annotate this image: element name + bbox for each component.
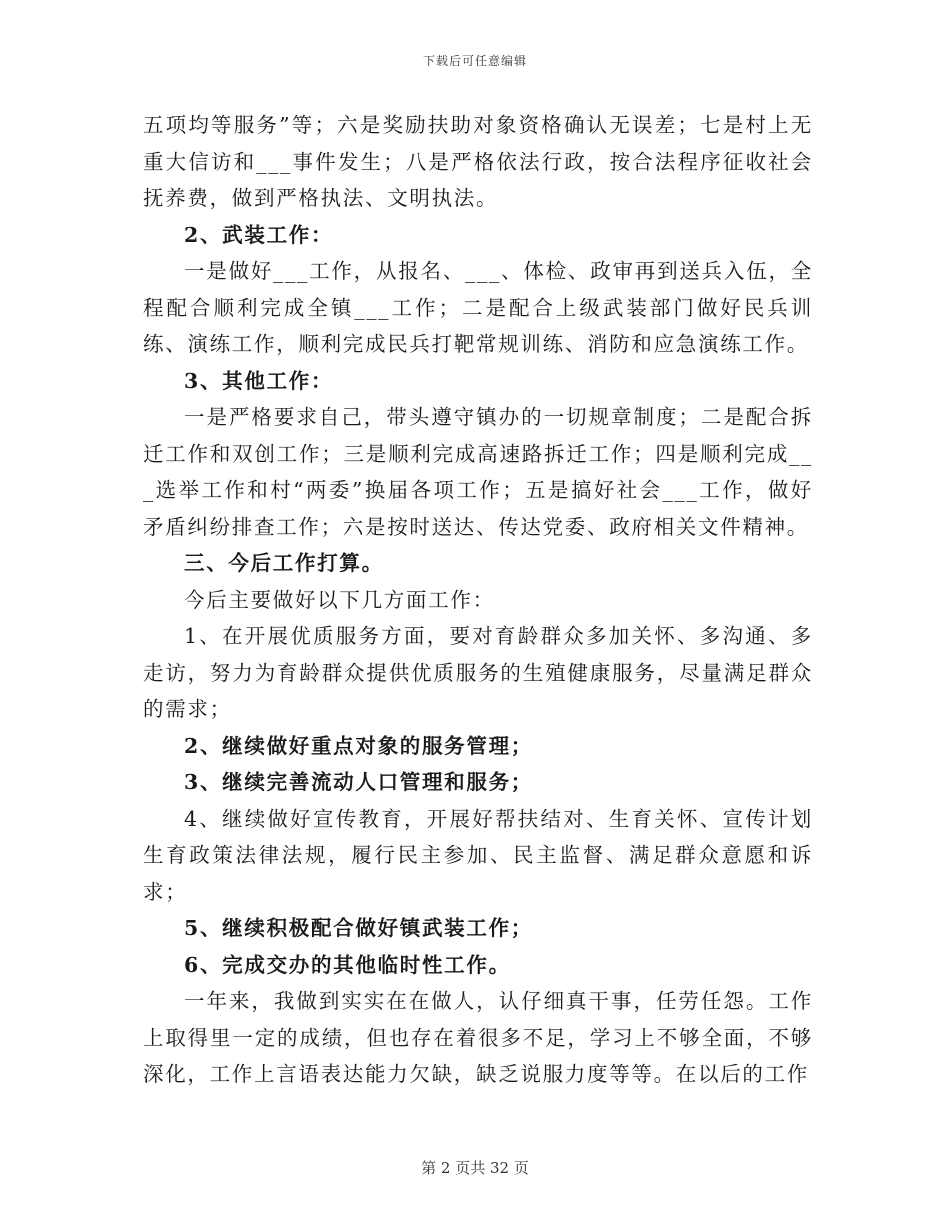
paragraph-other-work: 一是严格要求自己，带头遵守镇办的一切规章制度；二是配合拆迁工作和双创工作；三是顺利完成高速路拆迁工作；四是顺利完成___选举工作和村“两委”换届各项工作；五是搞好社会___工作，做好矛盾纠纷排查工作；六是按时送达、传达党委、政府相关文件精神。 [143, 405, 813, 539]
paragraph-armed-forces: 一是做好___工作，从报名、___、体检、政审再到送兵入伍，全程配合顺利完成全镇___工作；二是配合上级武装部门做好民兵训练、演练工作，顺利完成民兵打靶常规训练、消防和应急演练工作。 [143, 259, 813, 356]
list-item-4: 4、继续做好宣传教育，开展好帮扶结对、生育关怀、宣传计划生育政策法律法规，履行民主参加、民主监督、满足群众意愿和诉求； [143, 806, 813, 904]
list-item-2: 2、继续做好重点对象的服务管理； [184, 733, 533, 758]
page-header: 下载后可任意编辑 [422, 54, 527, 68]
document-body [143, 107, 813, 1093]
list-item-1: 1、在开展优质服务方面，要对育龄群众多加关怀、多沟通、多走访，努力为育龄群众提供优质服务的生殖健康服务，尽量满足群众的需求； [143, 624, 813, 721]
page-number: 第 2 页共 32 页 [421, 1159, 529, 1177]
paragraph-future-intro: 今后主要做好以下几方面工作： [184, 587, 495, 612]
list-item-5: 5、继续积极配合做好镇武装工作； [184, 916, 533, 940]
section-heading-armed-forces: 2、武装工作： [184, 222, 334, 247]
section-heading-future-plans: 三、今后工作打算。 [184, 551, 384, 575]
section-heading-other-work: 3、其他工作： [184, 368, 334, 393]
paragraph-summary: 一年来，我做到实实在在做人，认仔细真干事，任劳任怨。工作上取得里一定的成绩，但也存在着很多不足，学习上不够全面，不够深化，工作上言语表达能力欠缺，缺乏说服力度等等。在以后的工作 [143, 989, 813, 1086]
list-item-3: 3、继续完善流动人口管理和服务； [184, 770, 533, 794]
list-item-6: 6、完成交办的其他临时性工作。 [184, 952, 511, 977]
paragraph-continuation: 五项均等服务”等；六是奖励扶助对象资格确认无误差；七是村上无重大信访和___事件发生；八是严格依法行政，按合法程序征收社会抚养费，做到严格执法、文明执法。 [143, 113, 813, 210]
